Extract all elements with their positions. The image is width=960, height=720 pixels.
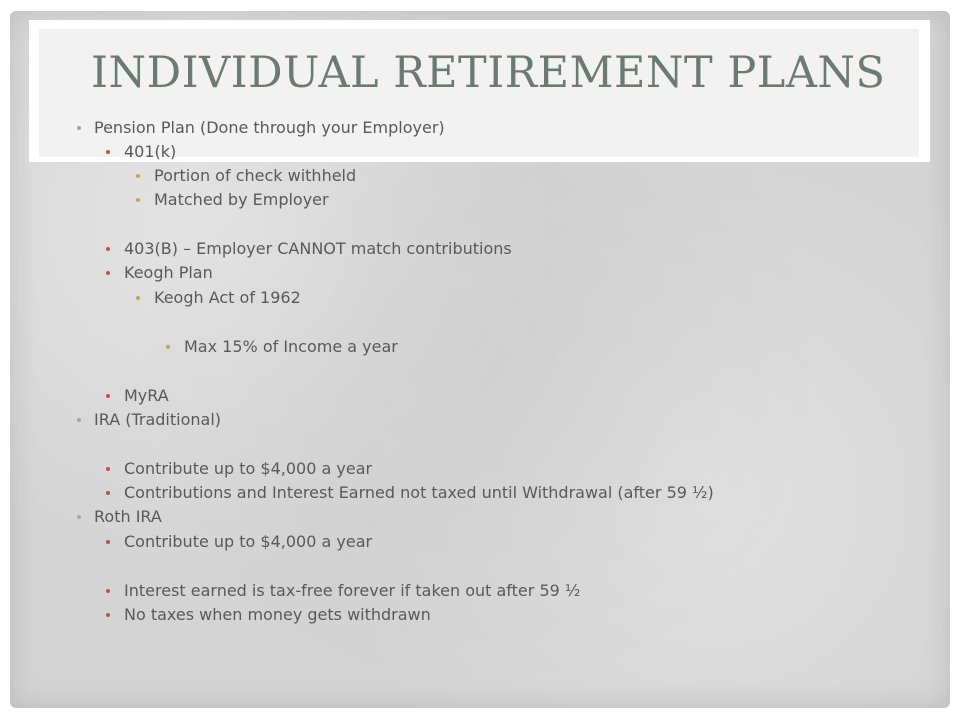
- list-item: Contributions and Interest Earned not taxed until Withdrawal (after 59 ½): [124, 483, 714, 502]
- list-item: Keogh Plan: [124, 263, 213, 282]
- bullet-dot: [106, 540, 110, 544]
- bullet-dot: [166, 345, 170, 349]
- list-item: 401(k): [124, 142, 177, 161]
- list-item: Roth IRA: [94, 507, 162, 526]
- bullet-dot: [77, 515, 81, 519]
- bullet-dot: [77, 418, 81, 422]
- bullet-dot: [106, 467, 110, 471]
- bullet-dot: [106, 247, 110, 251]
- bullet-dot: [106, 613, 110, 617]
- list-item: MyRA: [124, 386, 169, 405]
- bullet-dot: [106, 491, 110, 495]
- list-item: Interest earned is tax-free forever if taken out after 59 ½: [124, 581, 581, 600]
- list-item: Portion of check withheld: [154, 166, 357, 185]
- list-item: Contribute up to $4,000 a year: [124, 459, 373, 478]
- bullet-dot: [136, 296, 140, 300]
- bullet-dot: [136, 174, 140, 178]
- bullet-dot: [77, 126, 81, 130]
- bullet-dot: [106, 150, 110, 154]
- list-item: Matched by Employer: [154, 190, 329, 209]
- list-item: IRA (Traditional): [94, 410, 222, 429]
- bullet-dot: [106, 394, 110, 398]
- list-item: Max 15% of Income a year: [184, 337, 398, 356]
- bullet-dot: [106, 589, 110, 593]
- slide-title: INDIVIDUAL RETIREMENT PLANS: [91, 48, 886, 98]
- bullet-dot: [106, 271, 110, 275]
- list-item: Pension Plan (Done through your Employer): [94, 118, 445, 137]
- list-item: Keogh Act of 1962: [154, 288, 301, 307]
- bullet-dot: [136, 198, 140, 202]
- list-item: No taxes when money gets withdrawn: [124, 605, 431, 624]
- list-item: Contribute up to $4,000 a year: [124, 532, 373, 551]
- list-item: 403(B) – Employer CANNOT match contributions: [124, 239, 512, 258]
